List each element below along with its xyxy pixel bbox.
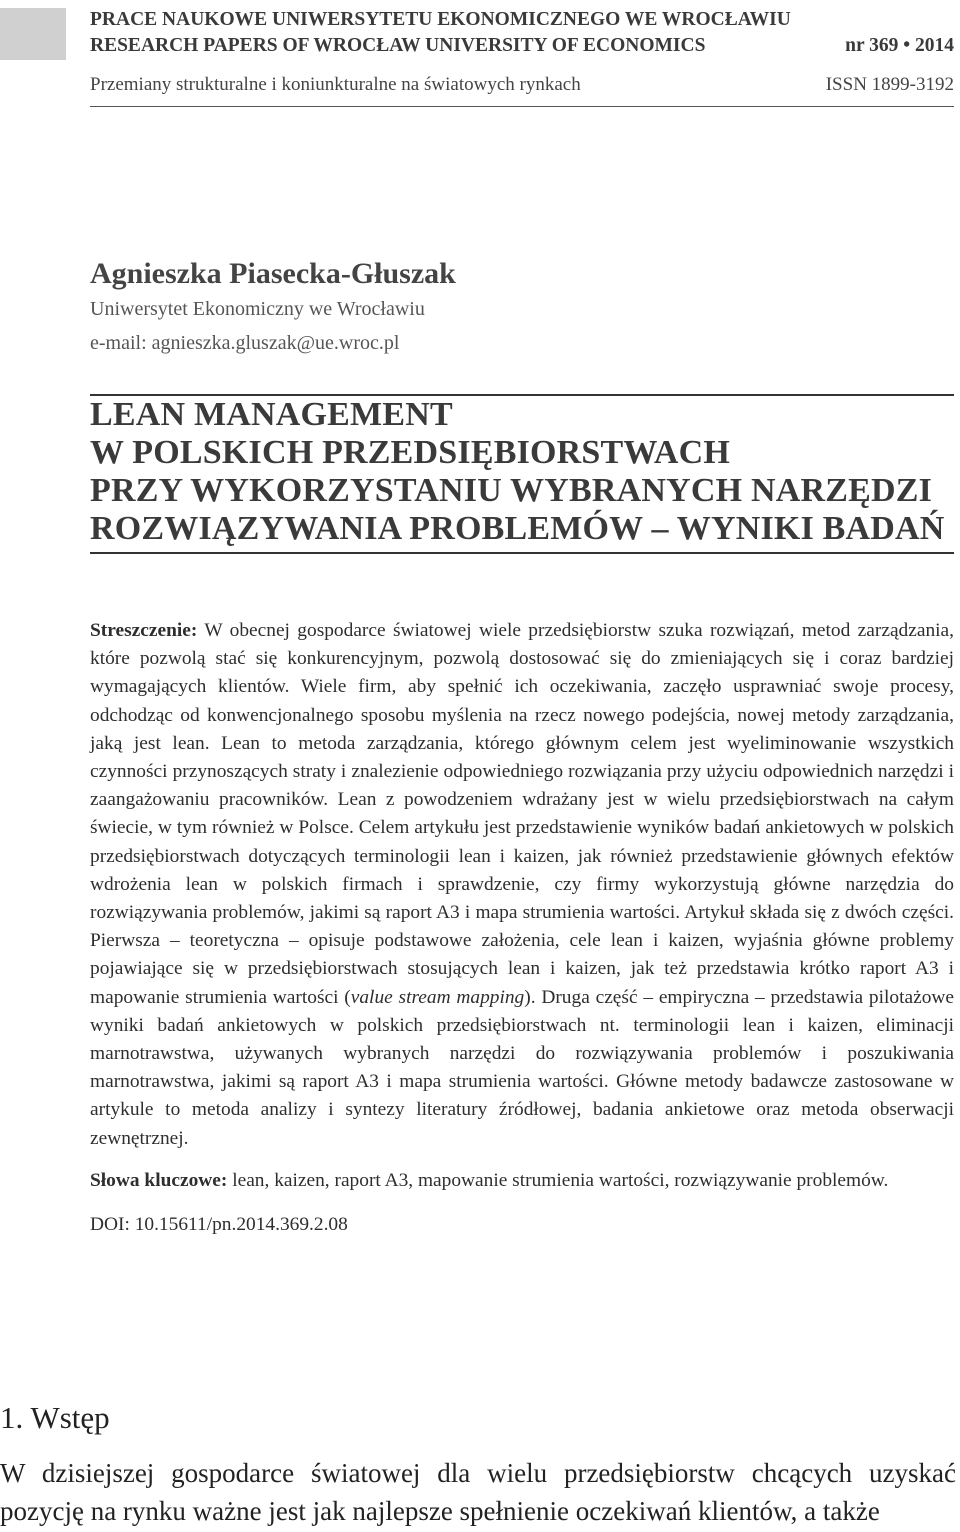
- abstract-block: [90, 617, 954, 1239]
- section-body: [0, 1454, 956, 1530]
- abstract-text-continued: ). Druga część – empiryczna – przedstawia pilotażowe wyniki badań ankietowych w polskich przedsiębiorstwach nt. terminologii lean i kaizen, eliminacji marnotrawstwa, używanych wybranych narzędzi do rozwiązywania problemów i poszukiwania marnotrawstwa, jakimi są raport A3 i mapa strumienia wartości. Główne metody badawcze zastosowane w artykule to metoda analizy i syntezy literatury źródłowej, badania ankietowe oraz metoda obserwacji zewnętrznej.: [90, 986, 954, 1149]
- doi: DOI: 10.15611/pn.2014.369.2.08: [90, 1214, 348, 1236]
- title-line: PRZY WYKORZYSTANIU WYBRANYCH NARZĘDZI: [90, 472, 933, 509]
- volume-row: [90, 74, 954, 96]
- issue-number: nr 369 • 2014: [845, 35, 954, 56]
- abstract-text: W obecnej gospodarce światowej wiele przedsiębiorstw szuka rozwiązań, metod zarządzania, które pozwolą stać się konkurencyjnym, pozwolą dostosować się do zmieniających się i coraz bardziej wymagających klientów. Wiele firm, aby spełnić ich oczekiwania, zaczęło usprawniać swoje procesy, odchodząc od konwencjonalnego sposobu myślenia na rzecz nowego podejścia, nowej metody zarządzania, jaką jest lean. Lean to metoda zarządzania, którego głównym celem jest wyeliminowanie wszystkich czynności przynoszących straty i znalezienie odpowiedniego rozwiązania przy użyciu odpowiednich narzędzi i zaangażowaniu pracowników. Lean z powodzeniem wdrażany jest w wielu przedsiębiorstwach na całym świecie, w tym również w Polsce. Celem artykułu jest przedstawienie wyników badań ankietowych w polskich przedsiębiorstwach dotyczących terminologii lean i kaizen, jak również przedstawienie głównych efektów wdrożenia lean w polskich firmach i sprawdzenie, czy firmy wykorzystują główne narzędzia do rozwiązywania problemów, jakimi są raport A3 i mapa strumienia wartości. Artykuł składa się z dwóch części. Pierwsza – teoretyczna – opisuje podstawowe założenia, cele lean i kaizen, wyjaśnia główne problemy pojawiające się w przedsiębiorstwach stosujących lean i kaizen, jak też przedstawia krótko raport A3 i mapowanie strumienia wartości (: [90, 620, 954, 1008]
- issn: ISSN 1899-3192: [825, 74, 954, 95]
- keywords-text: lean, kaizen, raport A3, mapowanie strumienia wartości, rozwiązywanie problemów.: [227, 1169, 889, 1191]
- journal-series-english: RESEARCH PAPERS OF WROCŁAW UNIVERSITY OF ECONOMICS: [90, 35, 706, 56]
- volume-title: Przemiany strukturalne i koniunkturalne na światowych rynkach: [90, 74, 581, 95]
- abstract-label: Streszczenie:: [90, 620, 198, 641]
- keywords-label: Słowa kluczowe:: [90, 1169, 228, 1191]
- keywords: [90, 1167, 954, 1195]
- author-affiliation: Uniwersytet Ekonomiczny we Wrocławiu: [90, 298, 425, 320]
- corner-gray-box: [0, 8, 66, 60]
- title-line: LEAN MANAGEMENT: [90, 396, 453, 433]
- title-rule-bottom: [90, 552, 954, 554]
- journal-series-english-row: [90, 35, 954, 57]
- title-line: W POLSKICH PRZEDSIĘBIORSTWACH: [90, 434, 730, 471]
- abstract-italic-term: value stream mapping: [350, 986, 525, 1008]
- title-line: ROZWIĄZYWANIA PROBLEMÓW – WYNIKI BADAŃ: [90, 510, 945, 547]
- section-paragraph: W dzisiejszej gospodarce światowej dla wielu przedsiębiorstw chcących uzyskać pozycję na rynku ważne jest jak najlepsze spełnienie oczekiwań klientów, a także: [0, 1458, 956, 1526]
- author-email: e-mail: agnieszka.gluszak@ue.wroc.pl: [90, 332, 400, 354]
- paper-title: [90, 396, 954, 548]
- section-heading: 1. Wstęp: [0, 1400, 110, 1435]
- author-name: Agnieszka Piasecka-Głuszak: [90, 257, 456, 290]
- abstract: [90, 617, 954, 1153]
- journal-series-polish: PRACE NAUKOWE UNIWERSYTETU EKONOMICZNEGO WE WROCŁAWIU: [90, 9, 791, 30]
- header-divider: [90, 106, 954, 107]
- author-block: [90, 256, 456, 360]
